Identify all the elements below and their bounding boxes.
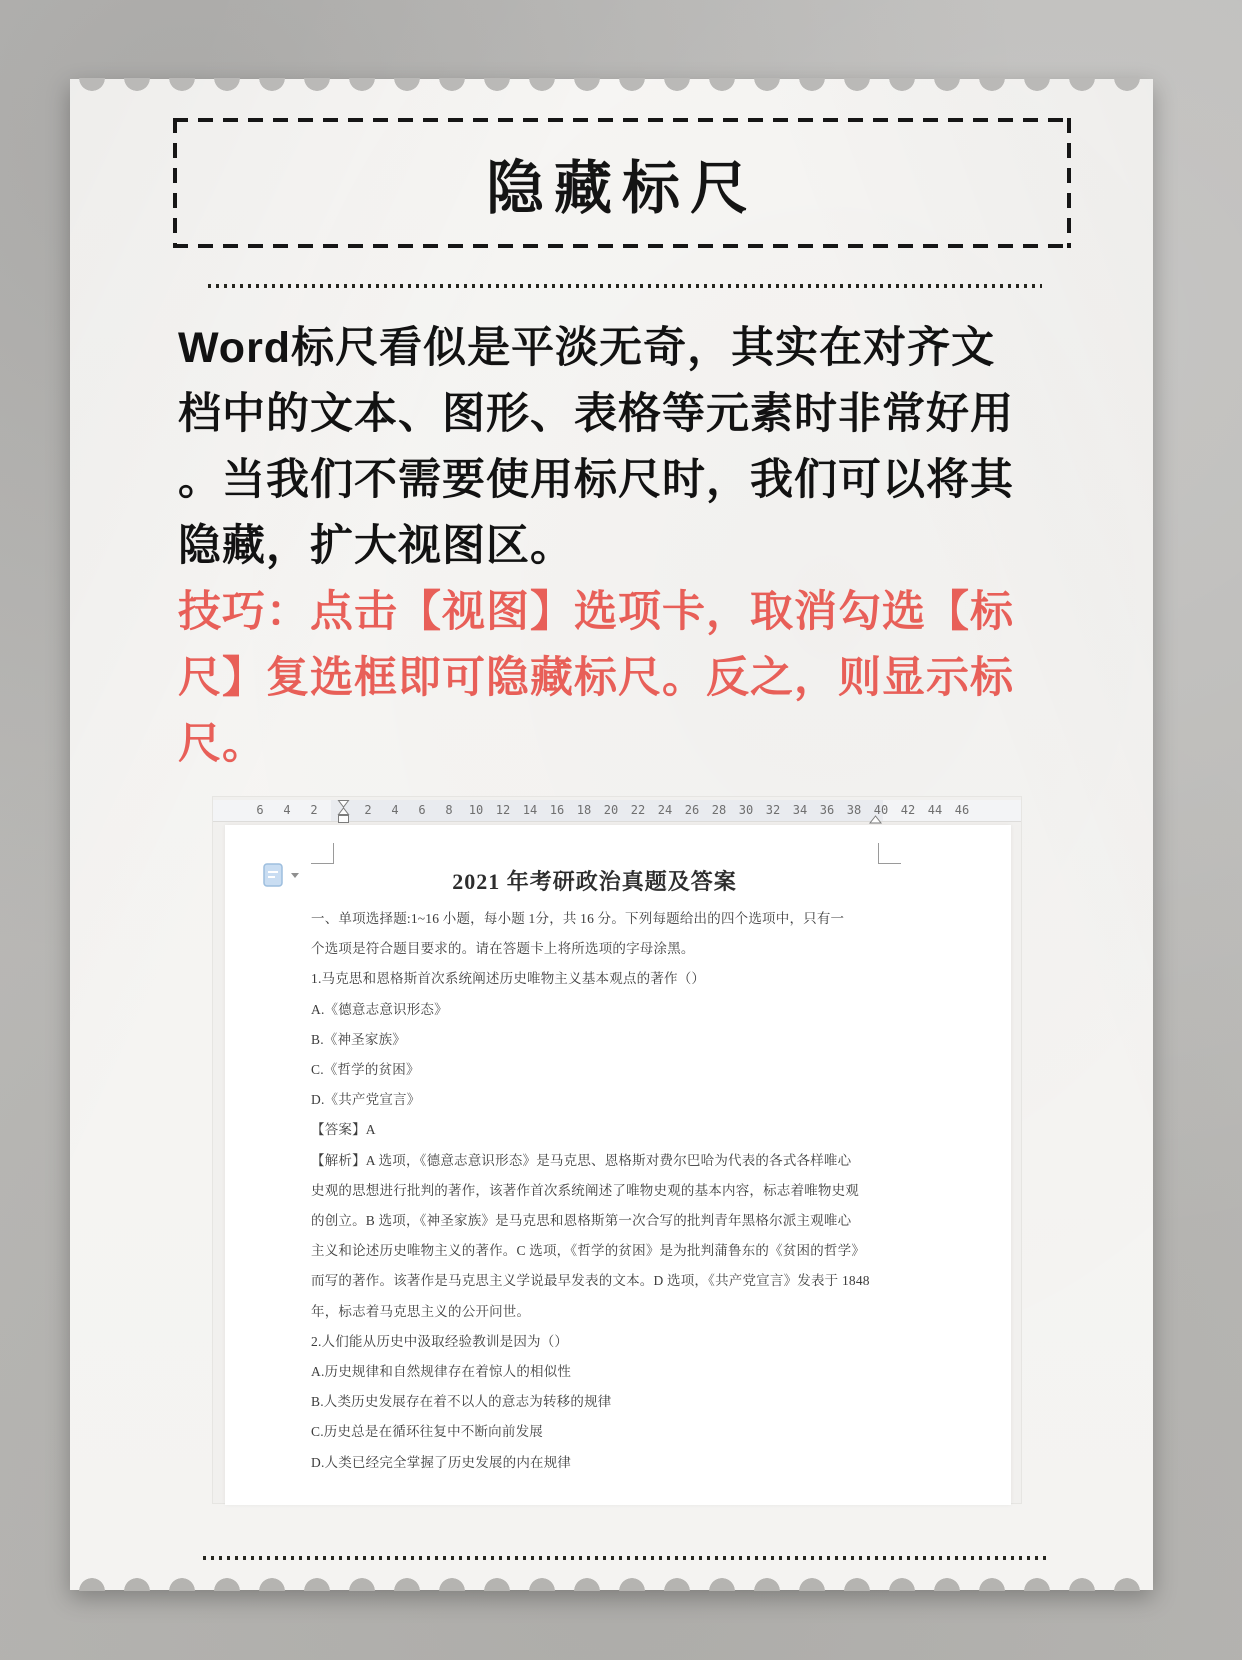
ruler-number: 4: [391, 803, 399, 817]
ruler-number: 42: [900, 803, 916, 817]
document-line: 1.马克思和恩格斯首次系统阐述历史唯物主义基本观点的著作（）: [311, 971, 706, 987]
document-line: B.人类历史发展存在着不以人的意志为转移的规律: [311, 1394, 612, 1410]
document-line: D.《共产党宣言》: [311, 1092, 421, 1108]
ruler-number: 18: [576, 803, 592, 817]
document-line: 一、单项选择题:1~16 小题，每小题 1分，共 16 分。下列每题给出的四个选项中，只有一: [311, 911, 845, 926]
ruler-number: 22: [630, 803, 646, 817]
tip-line: 技巧：点击【视图】选项卡，取消勾选【标: [178, 588, 1014, 636]
ruler-number: 12: [495, 803, 511, 817]
ruler-number: 14: [522, 803, 538, 817]
bottom-dotted-divider: [203, 1556, 1047, 1560]
title-frame: [173, 118, 1071, 248]
intro-line: 。当我们不需要使用标尺时，我们可以将其: [178, 456, 1014, 504]
document-line: 史观的思想进行批判的著作，该著作首次系统阐述了唯物史观的基本内容，标志着唯物史观: [311, 1182, 859, 1198]
word-screenshot: [212, 796, 1022, 1504]
document-line: 个选项是符合题目要求的。请在答题卡上将所选项的字母涂黑。: [311, 941, 695, 957]
tip-line: 尺】复选框即可隐藏标尺。反之，则显示标: [178, 654, 1014, 702]
ruler-number: 2: [364, 803, 372, 817]
ruler-number: 20: [603, 803, 619, 817]
poster-copy: [178, 315, 1068, 777]
paper-scallop-bottom-edge: [70, 1564, 1153, 1591]
ruler-number: 32: [765, 803, 781, 817]
ruler-number: 44: [927, 803, 943, 817]
ruler-number: 6: [256, 803, 264, 817]
dropdown-caret-icon[interactable]: [291, 873, 299, 878]
paper-scallop-top-edge: [70, 78, 1153, 105]
horizontal-ruler[interactable]: [213, 800, 1021, 822]
document-line: 的创立。B 选项，《神圣家族》是马克思和恩格斯第一次合写的批判青年黑格尔派主观唯心: [311, 1213, 852, 1228]
ruler-number: 2: [310, 803, 318, 817]
ruler-number: 24: [657, 803, 673, 817]
document-line: C.历史总是在循环往复中不断向前发展: [311, 1424, 543, 1440]
document-line: C.《哲学的贫困》: [311, 1062, 420, 1077]
document-line: 主义和论述历史唯物主义的著作。C 选项，《哲学的贫困》是为批判蒲鲁东的《贫困的哲学》: [311, 1243, 866, 1259]
document-line: A.历史规律和自然规律存在着惊人的相似性: [311, 1364, 572, 1379]
poster-paper: [70, 79, 1153, 1590]
document-line: 年，标志着马克思主义的公开问世。: [311, 1303, 531, 1319]
ruler-number: 40: [873, 803, 889, 817]
top-dotted-divider: [208, 284, 1042, 288]
document-line: 而写的著作。该著作是马克思主义学说最早发表的文本。D 选项，《共产党宣言》发表于 1848: [311, 1273, 870, 1289]
ruler-number: 8: [445, 803, 453, 817]
ruler-number: 4: [283, 803, 291, 817]
document-title: 2021 年考研政治真题及答案: [452, 869, 737, 894]
page-title: 隐藏标尺: [485, 156, 758, 221]
ruler-number: 16: [549, 803, 565, 817]
ruler-number: 10: [468, 803, 484, 817]
tip-paragraph: [178, 579, 1068, 777]
document-line: 2.人们能从历史中汲取经验教训是因为（）: [311, 1333, 569, 1349]
document-line: 【解析】A 选项，《德意志意识形态》是马克思、恩格斯对费尔巴哈为代表的各式各样唯心: [311, 1152, 852, 1168]
ruler-number: 38: [846, 803, 862, 817]
page-options-icon[interactable]: [263, 863, 283, 887]
ruler-number: 6: [418, 803, 426, 817]
intro-line: Word标尺看似是平淡无奇，其实在对齐文: [178, 324, 996, 372]
ruler-number: 36: [819, 803, 835, 817]
document-line: 【答案】A: [311, 1122, 376, 1138]
document-page: [225, 825, 1011, 1505]
intro-line: 档中的文本、图形、表格等元素时非常好用: [178, 390, 1014, 438]
ruler-number: 28: [711, 803, 727, 817]
document-line: A.《德意志意识形态》: [311, 1001, 448, 1017]
ruler-number: 46: [954, 803, 970, 817]
document-body: [311, 825, 891, 1505]
ruler-number: 26: [684, 803, 700, 817]
document-line: D.人类已经完全掌握了历史发展的内在规律: [311, 1454, 572, 1470]
intro-line: 隐藏，扩大视图区。: [178, 522, 574, 570]
document-line: B.《神圣家族》: [311, 1031, 406, 1047]
ruler-number: 30: [738, 803, 754, 817]
intro-paragraph: [178, 315, 1068, 579]
ruler-number: 34: [792, 803, 808, 817]
tip-line: 尺。: [178, 720, 266, 768]
